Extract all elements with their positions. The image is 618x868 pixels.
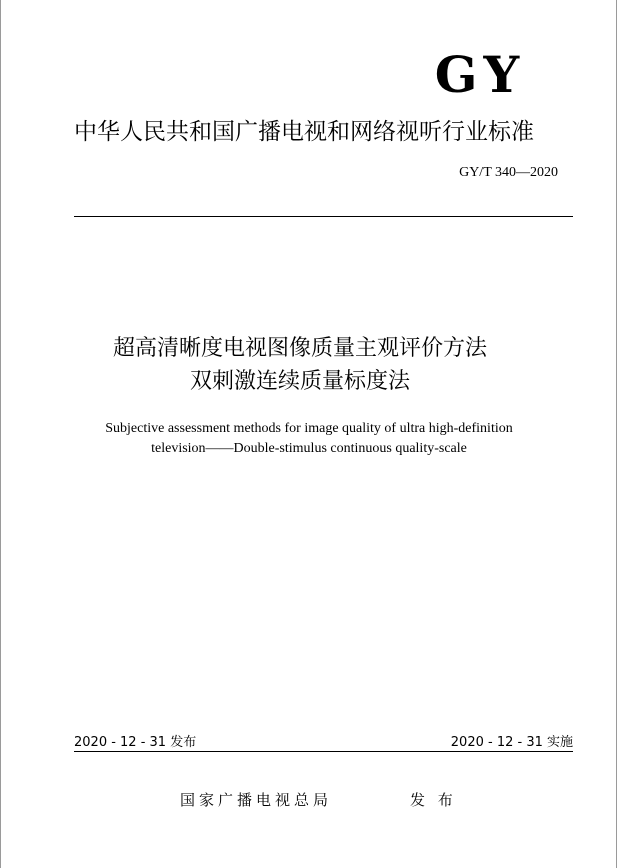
document-title-en-line2: television——Double-stimulus continuous quality-scale — [151, 441, 467, 456]
gy-logo: GY — [434, 45, 526, 104]
document-title-zh-line1: 超高清晰度电视图像质量主观评价方法 — [112, 336, 487, 361]
issuing-authority: 国家广播电视总局 — [180, 791, 333, 809]
header-divider — [74, 216, 573, 217]
footer-divider — [74, 751, 573, 752]
standard-code: GY/T 340—2020 — [459, 165, 558, 180]
publish-date: 2020 - 12 - 31 发布 — [74, 735, 197, 750]
implement-date: 2020 - 12 - 31 实施 — [450, 735, 573, 750]
document-title-en-line1: Subjective assessment methods for image quality of ultra high-definition — [105, 421, 513, 436]
organization-title: 中华人民共和国广播电视和网络视听行业标准 — [74, 119, 534, 145]
document-title-zh-line2: 双刺激连续质量标度法 — [189, 369, 410, 394]
issue-label: 发 布 — [410, 791, 457, 809]
